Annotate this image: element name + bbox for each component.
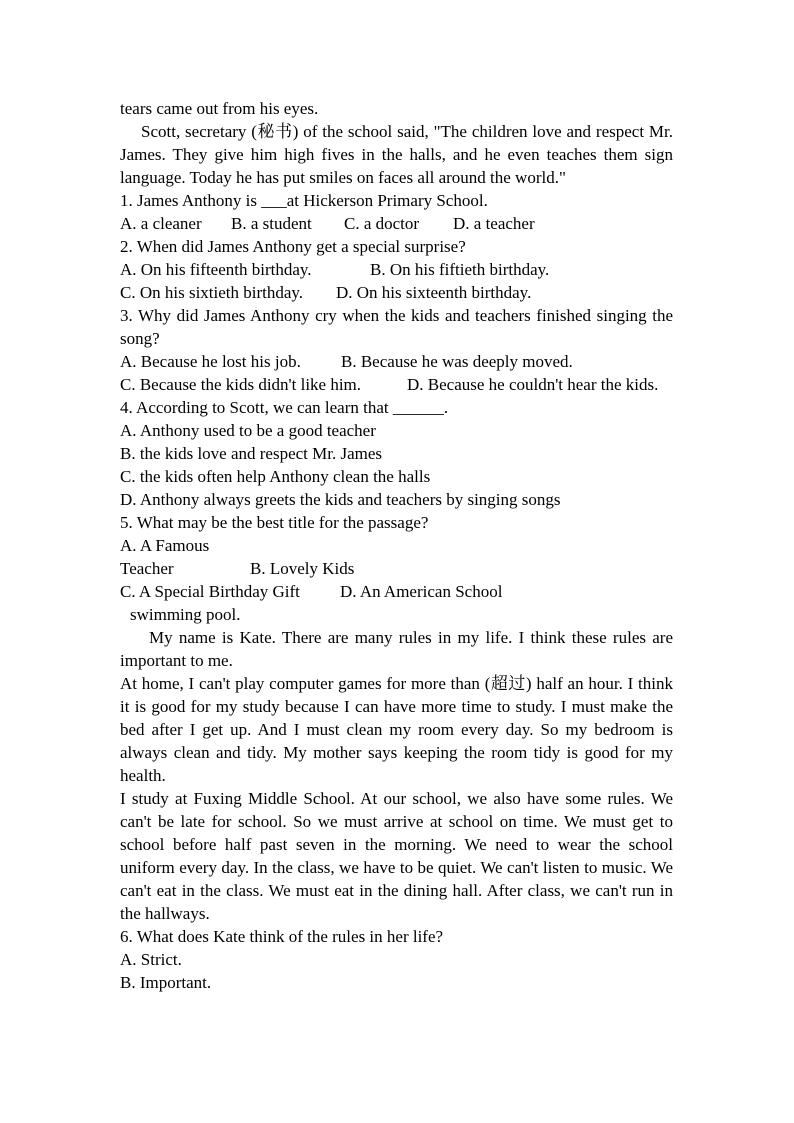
question-2-stem: 2. When did James Anthony get a special surprise? — [120, 237, 466, 256]
question-6-stem: 6. What does Kate think of the rules in her life? — [120, 927, 444, 946]
story-ending-line: tears came out from his eyes. — [120, 99, 319, 118]
q5-option-d: D. An American School — [340, 582, 503, 601]
q5-option-a: A. A Famous Teacher — [120, 536, 210, 578]
question-1-options — [120, 212, 673, 235]
q4-option-a: A. Anthony used to be a good teacher — [120, 421, 376, 440]
passage-2-home-paragraph: At home, I can't play computer games for more than (超过) half an hour. I think it is good for my study because I can have more time to study. I must make the bed after I get up. And I must clean my room every day. So my bedroom is always clean and tidy. My mother says keeping the room tidy is good for my health. — [120, 674, 673, 785]
q5-option-c: C. A Special Birthday Gift — [120, 582, 300, 601]
q3-option-b: B. Because he was deeply moved. — [341, 352, 573, 371]
q3-option-d: D. Because he couldn't hear the kids. — [407, 375, 659, 394]
q4-option-d: D. Anthony always greets the kids and teachers by singing songs — [120, 490, 561, 509]
q3-option-a: A. Because he lost his job. — [120, 352, 301, 371]
q2-option-c: C. On his sixtieth birthday. — [120, 283, 304, 302]
question-5-options-cd — [120, 580, 673, 603]
question-2-options-ab — [120, 258, 673, 281]
passage-2-school-paragraph: I study at Fuxing Middle School. At our school, we also have some rules. We can't be late for school. So we must arrive at school on time. We must get to school before half past seven in the morning. We need to wear the school uniform every day. In the class, we have to be quiet. We can't listen to music. We can't eat in the class. We must eat in the dining hall. After class, we can't run in the hallways. — [120, 789, 673, 923]
document-page — [120, 97, 673, 994]
q5-option-b: B. Lovely Kids — [250, 559, 355, 578]
q3-option-c: C. Because the kids didn't like him. — [120, 375, 362, 394]
q1-option-c: C. a doctor — [344, 214, 420, 233]
q1-option-a: A. a cleaner — [120, 214, 202, 233]
question-1-stem: 1. James Anthony is ___at Hickerson Primary School. — [120, 191, 488, 210]
q6-option-a: A. Strict. — [120, 950, 182, 969]
passage-2-intro: My name is Kate. There are many rules in my life. I think these rules are important to me. — [120, 628, 673, 670]
question-4-stem: 4. According to Scott, we can learn that ______. — [120, 398, 449, 417]
q4-option-b: B. the kids love and respect Mr. James — [120, 444, 383, 463]
question-3-options-ab — [120, 350, 673, 373]
question-3-stem: 3. Why did James Anthony cry when the kids and teachers finished singing the song? — [120, 306, 673, 348]
question-2-options-cd — [120, 281, 673, 304]
q1-option-d: D. a teacher — [453, 214, 535, 233]
q2-option-b: B. On his fiftieth birthday. — [370, 260, 550, 279]
q2-option-a: A. On his fifteenth birthday. — [120, 260, 312, 279]
question-5-stem: 5. What may be the best title for the passage? — [120, 513, 429, 532]
stray-line: swimming pool. — [130, 605, 241, 624]
q1-option-b: B. a student — [231, 214, 312, 233]
q6-option-b: B. Important. — [120, 973, 212, 992]
q4-option-c: C. the kids often help Anthony clean the halls — [120, 467, 431, 486]
scott-quote-paragraph: Scott, secretary (秘书) of the school said, "The children love and respect Mr. James. They give him high fives in the halls, and he even teaches them sign language. Today he has put smiles on faces all around the world." — [120, 122, 673, 187]
q2-option-d: D. On his sixteenth birthday. — [336, 283, 532, 302]
question-3-options-cd — [120, 373, 673, 396]
question-5-options-ab — [120, 534, 673, 580]
